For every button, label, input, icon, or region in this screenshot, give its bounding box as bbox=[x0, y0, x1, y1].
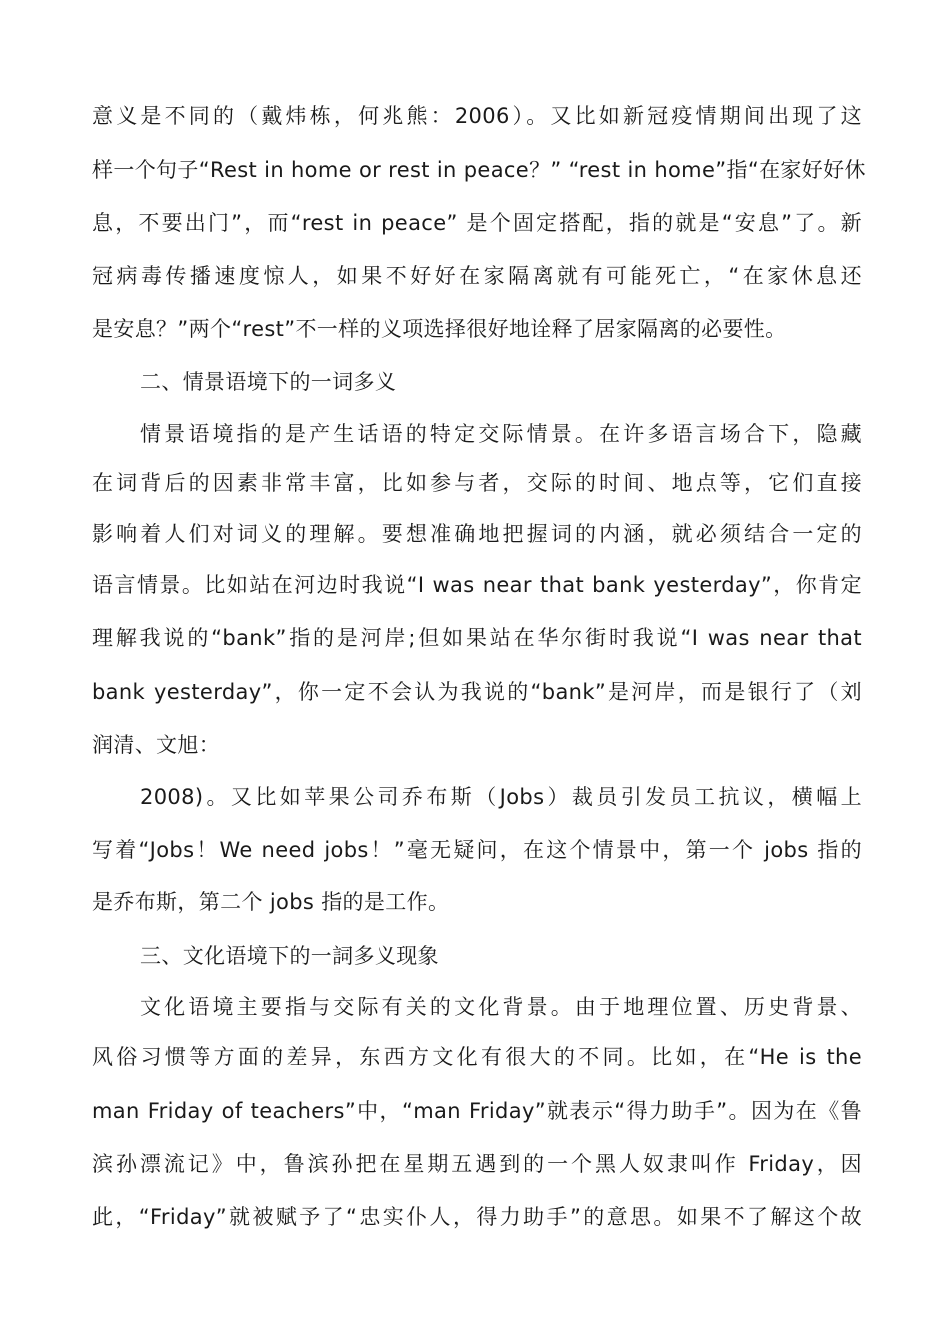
text-line: 2008)。又比如苹果公司乔布斯（Jobs）裁员引发员工抗议，横幅上 bbox=[140, 785, 862, 809]
text-line: 文化语境主要指与交际有关的文化背景。由于地理位置、历史背景、 bbox=[140, 995, 862, 1019]
text-line: 语言情景。比如站在河边时我说“I was near that bank yesterday”，你肯定 bbox=[92, 573, 862, 597]
text-line: 影响着人们对词义的理解。要想准确地把握词的内涵，就必须结合一定的 bbox=[92, 522, 862, 546]
text-line: man Friday of teachers”中，“man Friday”就表示“得力助手”。因为在《鲁 bbox=[92, 1099, 862, 1123]
text-line: 理解我说的“bank”指的是河岸;但如果站在华尔街时我说“I was near that bbox=[92, 626, 862, 650]
text-line: 滨孙漂流记》中，鲁滨孙把在星期五遇到的一个黑人奴隶叫作 Friday，因 bbox=[92, 1152, 862, 1176]
text-line: 情景语境指的是产生话语的特定交际情景。在许多语言场合下，隐藏 bbox=[140, 422, 862, 446]
text-line: 样一个句子“Rest in home or rest in peace？” “rest in home”指“在家好好休 bbox=[92, 158, 866, 182]
text-line: 润清、文旭： bbox=[92, 733, 221, 757]
text-line: 是安息？”两个“rest”不一样的义项选择很好地诠释了居家隔离的必要性。 bbox=[92, 317, 787, 341]
section-heading: 三、文化语境下的一詞多义现象 bbox=[140, 944, 439, 968]
text-line: 意义是不同的（戴炜栋，何兆熊：2006）。又比如新冠疫情期间出现了这 bbox=[92, 104, 862, 128]
text-line: bank yesterday”，你一定不会认为我说的“bank”是河岸，而是银行了（刘 bbox=[92, 680, 862, 704]
text-line: 是乔布斯，第二个 jobs 指的是工作。 bbox=[92, 890, 450, 914]
text-line: 冠病毒传播速度惊人，如果不好好在家隔离就有可能死亡，“在家休息还 bbox=[92, 264, 862, 288]
text-line: 风俗习惯等方面的差异，东西方文化有很大的不同。比如，在“He is the bbox=[92, 1045, 862, 1069]
text-line: 在词背后的因素非常丰富，比如参与者，交际的时间、地点等，它们直接 bbox=[92, 471, 862, 495]
text-line: 此，“Friday”就被赋予了“忠实仆人，得力助手”的意思。如果不了解这个故 bbox=[92, 1205, 862, 1229]
section-heading: 二、情景语境下的一词多义 bbox=[140, 370, 397, 394]
text-line: 写着“Jobs！We need jobs！”毫无疑问，在这个情景中，第一个 jobs 指的 bbox=[92, 838, 862, 862]
text-line: 息，不要出门”，而“rest in peace” 是个固定搭配，指的就是“安息”了。新 bbox=[92, 211, 862, 235]
